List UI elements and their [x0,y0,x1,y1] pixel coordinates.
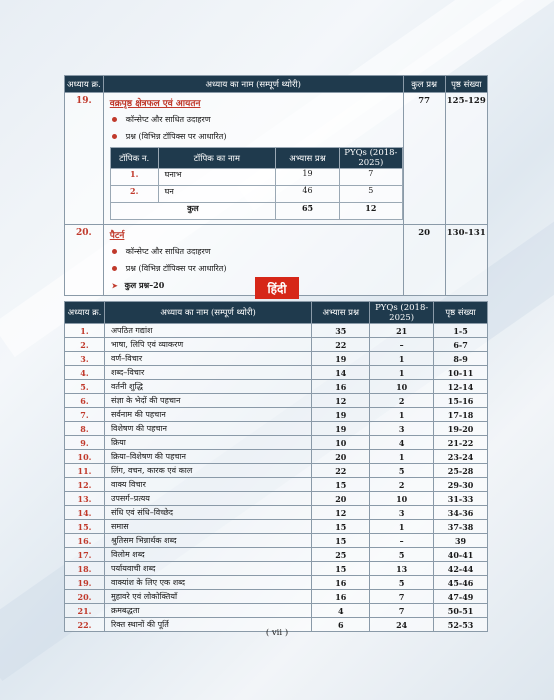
practice-count: 15 [312,520,370,534]
practice-count: 15 [312,534,370,548]
table-row [65,478,488,492]
page-range: 42-44 [434,562,488,576]
bullet-item: ➤ कुल प्रश्न–20 [111,280,165,290]
practice-count: 16 [312,380,370,394]
chapter-title: पैटर्न [109,231,125,241]
table-row [65,324,488,338]
chapter-name: भाषा, लिपि एवं व्याकरण [104,338,311,352]
page-range: 47-49 [434,590,488,604]
chapter-number: 4. [65,366,105,380]
topic-header-pyq: PYQs (2018-2025) [339,148,402,169]
page-range: 130-131 [445,225,487,296]
table-row: 1. घनाभ 19 7 [110,169,402,186]
practice-count: 15 [312,478,370,492]
pyq-count: – [370,534,434,548]
chapter-title: वक्रपृष्ठ क्षेत्रफल एवं आयतन [109,99,201,109]
chapter-name: शब्द–विचार [104,366,311,380]
chapter-name: क्रिया–विशेषण की पहचान [104,450,311,464]
chapter-number: 19. [65,93,104,225]
table-row [65,450,488,464]
chapter-number: 7. [65,408,105,422]
bullet-item: प्रश्न (विभिन्न टॉपिक्स पर आधारित) [104,128,403,145]
chapter-number: 6. [65,394,105,408]
chapter-number: 10. [65,450,105,464]
practice-count: 20 [312,450,370,464]
chapter-number: 12. [65,478,105,492]
arrow-icon: ➤ [111,281,118,290]
table-row [65,436,488,450]
page-range: 10-11 [434,366,488,380]
practice-count: 15 [312,562,370,576]
header-chapter-no: अध्याय क्र. [65,76,104,93]
chapter-number: 13. [65,492,105,506]
page-range: 8-9 [434,352,488,366]
page-range: 1-5 [434,324,488,338]
page-range: 39 [434,534,488,548]
chapter-name: समास [104,520,311,534]
header-row [65,302,488,324]
pyq-count: 3 [370,506,434,520]
chapter-number: 3. [65,352,105,366]
practice-count: 22 [312,338,370,352]
pyq-count: 10 [370,492,434,506]
table-row [65,366,488,380]
chapter-name: मुहावरे एवं लोकोक्तियाँ [104,590,311,604]
pyq-count: 5 [370,464,434,478]
pyq-count: 5 [370,548,434,562]
page-footer: ( vii ) [265,628,289,638]
page-range: 34-36 [434,506,488,520]
bullet-item: प्रश्न (विभिन्न टॉपिक्स पर आधारित) [104,260,403,277]
chapter-number: 15. [65,520,105,534]
table-row [65,93,488,225]
chapter-number: 20. [65,590,105,604]
page-range: 29-30 [434,478,488,492]
practice-count: 22 [312,464,370,478]
topic-total-row: कुल 65 12 [110,203,402,220]
bullet-icon [112,134,117,139]
header-practice: अभ्यास प्रश्न [312,302,370,324]
table-row: 2. घन 46 5 [110,186,402,203]
page-range: 52-53 [434,618,488,632]
chapter-name: विशेषण की पहचान [104,422,311,436]
chapter-number: 22. [65,618,105,632]
topic-header-name: टॉपिक का नाम [158,148,276,169]
pyq-count: – [370,338,434,352]
pyq-count: 1 [370,520,434,534]
table-row [65,590,488,604]
topic-header-practice: अभ्यास प्रश्न [276,148,340,169]
chapter-name: क्रिया [104,436,311,450]
pyq-count: 10 [370,380,434,394]
header-chapter-no: अध्याय क्र. [65,302,105,324]
pyq-count: 1 [370,366,434,380]
chapter-name: विलोम शब्द [104,548,311,562]
pyq-count: 2 [370,478,434,492]
table-row [65,548,488,562]
chapter-name: क्रमबद्धता [104,604,311,618]
bullet-icon [112,249,117,254]
pyq-count: 7 [370,604,434,618]
page-range: 12-14 [434,380,488,394]
page-range: 50-51 [434,604,488,618]
practice-count: 19 [312,352,370,366]
chapter-name: संज्ञा के भेदों की पहचान [104,394,311,408]
pyq-count: 1 [370,408,434,422]
pyq-count: 3 [370,422,434,436]
table-row [65,464,488,478]
chapter-number: 1. [65,324,105,338]
page-range: 15-16 [434,394,488,408]
chapter-name: वाक्यांश के लिए एक शब्द [104,576,311,590]
chapter-name: वर्तनी शुद्धि [104,380,311,394]
practice-count: 16 [312,590,370,604]
practice-count: 35 [312,324,370,338]
table-row [65,352,488,366]
practice-count: 25 [312,548,370,562]
chapter-name: उपसर्ग–प्रत्यय [104,492,311,506]
chapter-number: 21. [65,604,105,618]
pyq-count: 4 [370,436,434,450]
pyq-count: 13 [370,562,434,576]
pyq-count: 2 [370,394,434,408]
table-row [65,394,488,408]
total-questions: 20 [403,225,445,296]
topic-table [110,147,403,220]
chapter-details [103,93,403,225]
page-range: 19-20 [434,422,488,436]
chapter-name: वाक्य विचार [104,478,311,492]
chapter-number: 5. [65,380,105,394]
header-row [65,76,488,93]
total-questions: 77 [403,93,445,225]
chapter-name: अपठित गद्यांश [104,324,311,338]
practice-count: 16 [312,576,370,590]
practice-count: 12 [312,506,370,520]
pyq-count: 1 [370,352,434,366]
chapter-number: 17. [65,548,105,562]
pyq-count: 7 [370,590,434,604]
section-title: हिंदी [255,277,299,299]
page-range: 45-46 [434,576,488,590]
bullet-item: कॉन्सेप्ट और साधित उदाहरण [104,243,403,260]
practice-count: 6 [312,618,370,632]
pyq-count: 21 [370,324,434,338]
page-range: 37-38 [434,520,488,534]
chapter-number: 16. [65,534,105,548]
page-range: 125-129 [445,93,487,225]
page-range: 25-28 [434,464,488,478]
chapter-number: 2. [65,338,105,352]
header-pyq: PYQs (2018-2025) [370,302,434,324]
header-total-questions: कुल प्रश्न [403,76,445,93]
header-chapter-name: अध्याय का नाम (सम्पूर्ण थ्योरी) [103,76,403,93]
page-range: 17-18 [434,408,488,422]
bullet-item: कॉन्सेप्ट और साधित उदाहरण [104,111,403,128]
header-page-number: पृष्ठ संख्या [434,302,488,324]
page-range: 6-7 [434,338,488,352]
chapter-name: लिंग, वचन, कारक एवं काल [104,464,311,478]
chapter-name: रिक्त स्थानों की पूर्ति [104,618,311,632]
table-row [65,562,488,576]
table-row [65,506,488,520]
chapter-number: 19. [65,576,105,590]
chapter-name: संधि एवं संधि–विच्छेद [104,506,311,520]
table-row [65,534,488,548]
chapter-number: 11. [65,464,105,478]
practice-count: 12 [312,394,370,408]
practice-count: 10 [312,436,370,450]
table-row [65,338,488,352]
chapter-number: 18. [65,562,105,576]
table-row [65,380,488,394]
chapter-number: 20. [65,225,104,296]
table-row [65,576,488,590]
bullet-icon [112,266,117,271]
chapter-number: 9. [65,436,105,450]
page-range: 31-33 [434,492,488,506]
chapter-name: सर्वनाम की पहचान [104,408,311,422]
table-row [65,520,488,534]
pyq-count: 24 [370,618,434,632]
page-range: 21-22 [434,436,488,450]
practice-count: 19 [312,408,370,422]
chapter-name: वर्ण–विचार [104,352,311,366]
practice-count: 20 [312,492,370,506]
topic-header-no: टॉपिक न. [110,148,158,169]
chapter-name: श्रुतिसम भिन्नार्थक शब्द [104,534,311,548]
table-row [65,492,488,506]
top-contents-table [64,75,488,296]
chapter-name: पर्यायवाची शब्द [104,562,311,576]
page-range: 40-41 [434,548,488,562]
chapter-details [103,225,403,296]
practice-count: 14 [312,366,370,380]
practice-count: 19 [312,422,370,436]
bullet-icon [112,117,117,122]
table-row [65,604,488,618]
pyq-count: 1 [370,450,434,464]
header-chapter-name: अध्याय का नाम (सम्पूर्ण थ्योरी) [104,302,311,324]
table-row [65,422,488,436]
header-page-number: पृष्ठ संख्या [445,76,487,93]
table-row [65,408,488,422]
page-range: 23-24 [434,450,488,464]
chapter-number: 14. [65,506,105,520]
practice-count: 4 [312,604,370,618]
hindi-contents-table [64,301,488,632]
chapter-number: 8. [65,422,105,436]
pyq-count: 5 [370,576,434,590]
